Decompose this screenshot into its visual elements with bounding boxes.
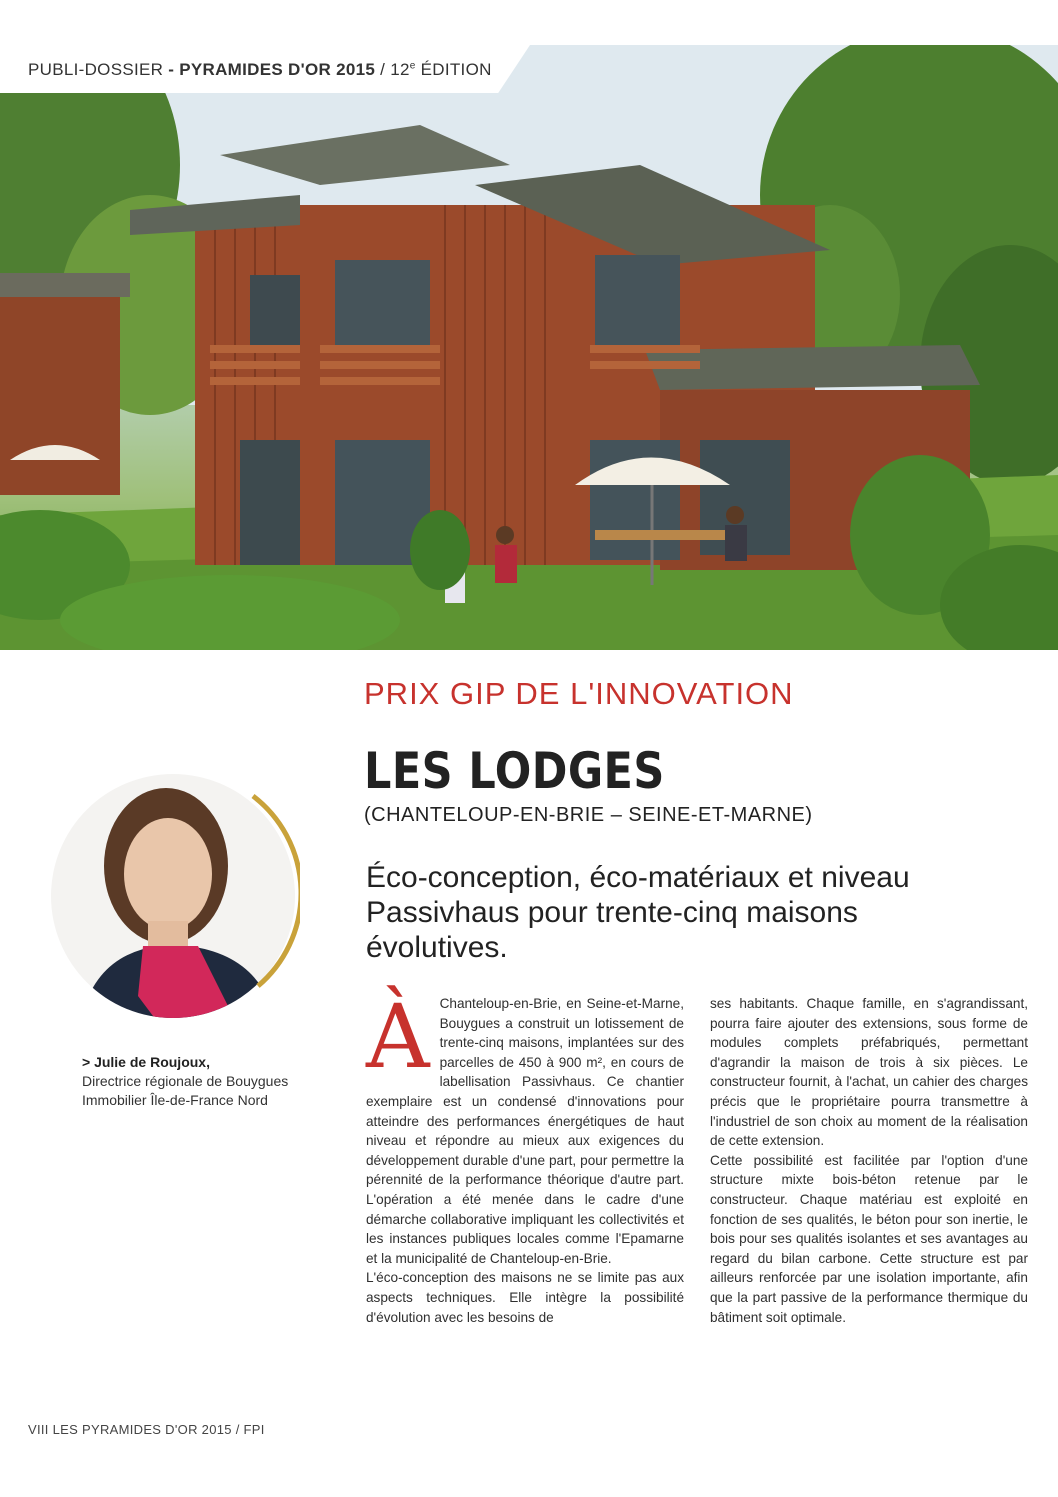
award-kicker: PRIX GIP DE L'INNOVATION: [364, 676, 794, 711]
portrait-caption: [82, 1053, 342, 1110]
column-2-paragraph-2: Cette possibilité est facilitée par l'option d'une structure mixte bois-béton retenue par le constructeur. Chaque matériau est exploité en fonction de ses qualités, le béton pour son inertie, le bois pour ses qualités isolantes et ses avantages au regard du bilan carbone. Cette structure est par ailleurs renforcée par une isolation importante, afin que la part passive de la performance thermique du bâtiment soit optimale.: [710, 1152, 1028, 1325]
portrait-illustration: [48, 756, 300, 1036]
column-2-paragraph-1: ses habitants. Chaque famille, en s'agrandissant, pourra faire ajouter des extensions, sous forme de modules complets préfabriqués, permettant d'agrandir la maison de trois à six pièces. Le constructeur fournit, à l'achat, un cahier des charges précis que le propriétaire pourra transmettre à l'industriel de son choix au moment de la réalisation de cette extension.: [710, 996, 1028, 1149]
header-separator: -: [168, 60, 175, 79]
header-edition-suffix: e: [409, 60, 416, 72]
header-edition-word: ÉDITION: [420, 60, 492, 79]
page-footer: VIII LES PYRAMIDES D'OR 2015 / FPI: [28, 1422, 265, 1437]
house-rendering: [0, 45, 1058, 650]
header-series: PUBLI-DOSSIER: [28, 60, 164, 79]
column-1-paragraph-1: Chanteloup-en-Brie, en Seine-et-Marne, Bouygues a construit un lotissement de trente-cinq maisons, implantées sur des parcelles de 450 à 900 m², en cours de labellisation Passivhaus. Ce chantier exemplaire est un condensé d'innovations pour atteindre des performances énergétiques de haut niveau et répondre au mieux aux exigences du développement durable d'une part, pour permettre la pérennité de la performance théorique d'autre part. L'opération a été menée dans le cadre d'une démarche collaborative impliquant les collectivités et les instances publiques locales comme l'Epamarne et la municipalité de Chanteloup-en-Brie.: [366, 996, 684, 1266]
header-title: [28, 60, 492, 80]
column-1-paragraph-2: L'éco-conception des maisons ne se limite pas aux aspects techniques. Elle intègre la possibilité d'évolution avec les besoins de: [366, 1270, 684, 1325]
header-edition-number: 12: [390, 60, 410, 79]
hero-illustration: [0, 45, 1058, 650]
article-column-2: [710, 994, 1028, 1327]
portrait-name: > Julie de Roujoux,: [82, 1054, 210, 1070]
article-location: (CHANTELOUP-EN-BRIE – SEINE-ET-MARNE): [364, 804, 813, 826]
article-title: LES LODGES: [364, 742, 665, 800]
article-lead: Éco-conception, éco-matériaux et niveau Passivhaus pour trente-cinq maisons évolutives.: [366, 861, 910, 964]
dropcap: À: [366, 985, 430, 1088]
header-event: PYRAMIDES D'OR 2015: [179, 60, 376, 79]
portrait-photo: [48, 756, 300, 1036]
portrait-role: Directrice régionale de Bouygues Immobilier Île-de-France Nord: [82, 1073, 289, 1108]
article-column-1: [366, 985, 684, 1327]
header-slash: /: [380, 60, 386, 79]
